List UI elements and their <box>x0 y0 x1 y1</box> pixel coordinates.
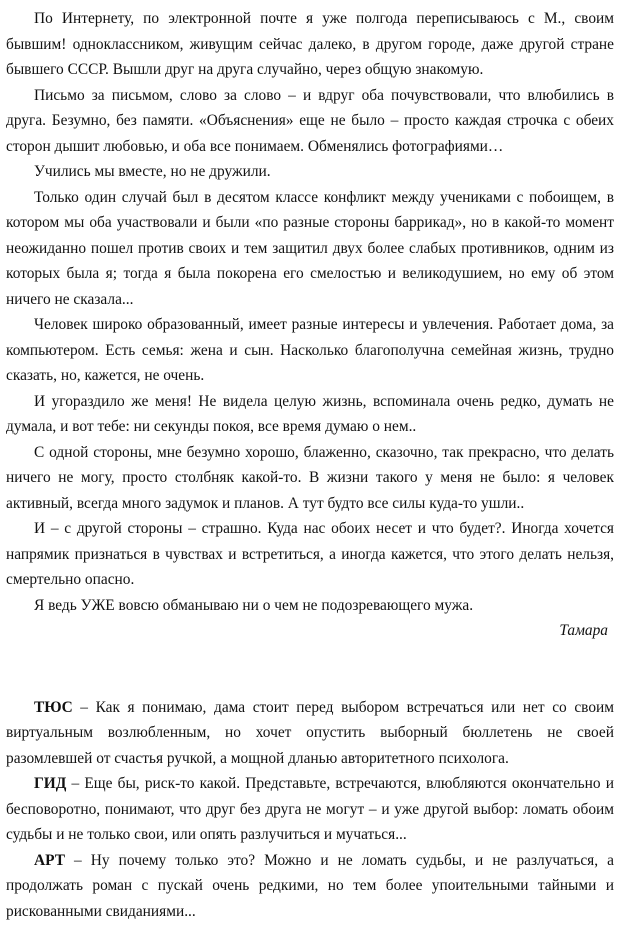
speaker-label: ТЮС <box>34 698 73 716</box>
letter-paragraph: И угораздило же меня! Не видела целую жизнь, вспоминала очень редко, думать не думала, и вот тебе: ни секунды покоя, все время думаю о нем.. <box>6 392 614 435</box>
letter-paragraph: Я ведь УЖЕ вовсю обманываю ни о чем не подозревающего мужа. <box>34 596 474 614</box>
letter-signature: Тамара <box>559 622 608 639</box>
speaker-label: АРТ <box>34 851 65 869</box>
letter-paragraph: И – с другой стороны – страшно. Куда нас обоих несет и что будет?. Иногда хочется напрямик признаться в чувствах и встретиться, а иногда кажется, что этого делать нельзя, смертельно опасно. <box>6 520 614 588</box>
dialogue-entry <box>6 771 614 848</box>
letter-body <box>6 6 614 644</box>
dialogue-entry <box>6 695 614 772</box>
dialogue-entry <box>6 848 614 925</box>
letter-paragraph: Письмо за письмом, слово за слово – и вдруг оба почувствовали, что влюбились в друга. Безумно, без памяти. «Объяснения» еще не было – просто каждая строчка с обеих сторон дышит любовью, и оба все понимаем. Обменялись фотографиями… <box>6 86 614 155</box>
letter-paragraph: Учились мы вместе, но не дружили. <box>34 163 271 180</box>
speaker-label: ГИД <box>34 775 67 792</box>
dialogue-text: – Еще бы, риск-то какой. Представьте, встречаются, влюбляются окончательно и бесповоротно, понимают, что друг без друга не могут – и уже другой выбор: ломать обоим судьбы и не только свои, или опять разлучиться и мучаться... <box>6 775 614 843</box>
letter-paragraph: С одной стороны, мне безумно хорошо, блаженно, сказочно, так прекрасно, что делать ничего не могу, просто столбняк какой-то. В жизни такого у меня не было: я человек активный, всегда много задумок и планов. А тут будто все силы куда-то ушли.. <box>6 443 614 512</box>
dialogue-section <box>6 695 614 925</box>
dialogue-text: – Как я понимаю, дама стоит перед выбором встречаться или нет со своим виртуальным возлюбленным, но хочет опустить выборный бюллетень не своей разомлевшей от счастья ручкой, а мощной дланью авторитетного психолога. <box>6 698 614 767</box>
section-gap <box>6 644 614 695</box>
dialogue-text: – Ну почему только это? Можно и не ломать судьбы, и не разлучаться, а продолжать роман с пускай очень редкими, но тем более упоительными тайными и рискованными свиданиями... <box>6 851 614 920</box>
letter-paragraph: По Интернету, по электронной почте я уже полгода переписываюсь с М., своим бывшим! одноклассником, живущим сейчас далеко, в другом городе, даже другой стране бывшего СССР. Вышли друг на друга случайно, через общую знакомую. <box>6 10 614 78</box>
letter-paragraph: Человек широко образованный, имеет разные интересы и увлечения. Работает дома, за компьютером. Есть семья: жена и сын. Насколько благополучна семейная жизнь, трудно сказать, но, кажется, не очень. <box>6 316 614 384</box>
letter-paragraph: Только один случай был в десятом классе конфликт между учениками с побоищем, в котором мы оба участвовали и были «по разные стороны баррикад», но в какой-то момент неожиданно пошел против своих и тем защитил двух более слабых противников, одним из которых была я; тогда я была покорена его смелостью и великодушием, но ему об этом ничего не сказала... <box>6 188 614 308</box>
